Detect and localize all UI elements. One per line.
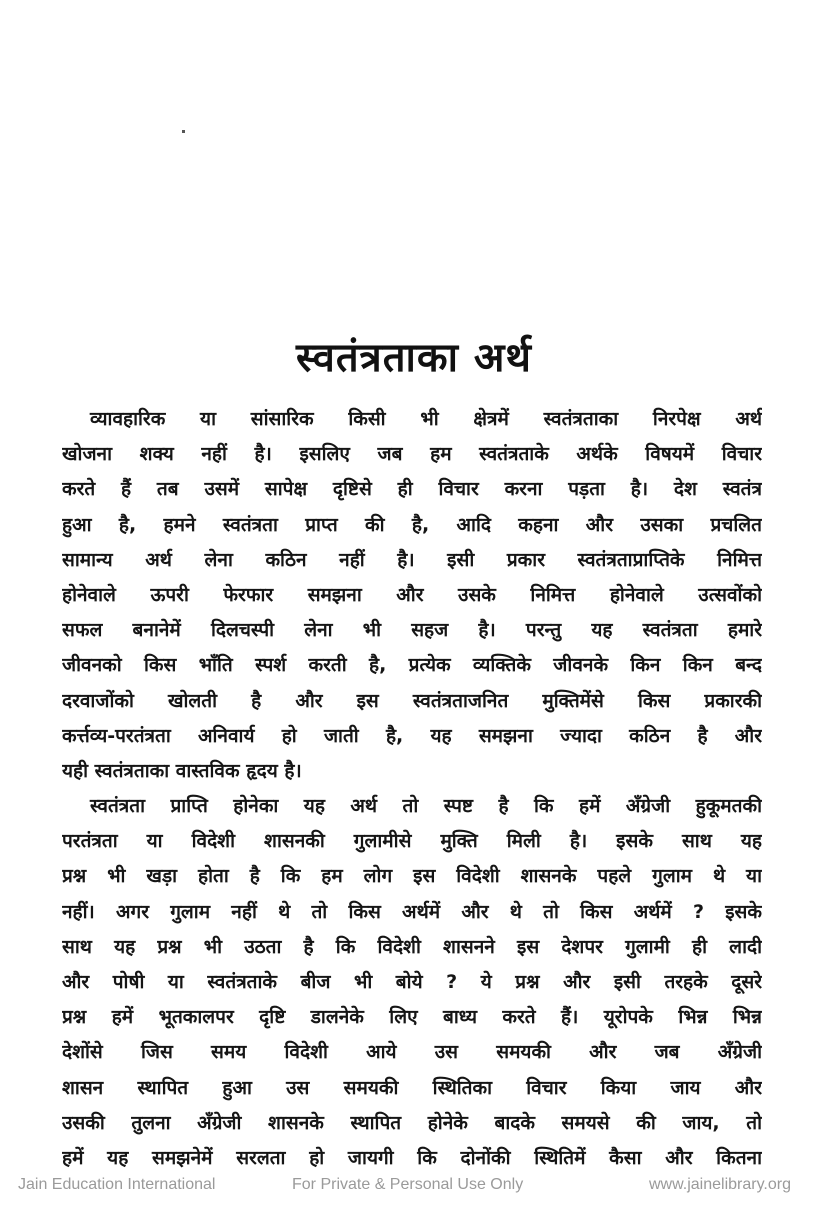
footer-publisher: Jain Education International [18, 1176, 216, 1193]
footer-website-link[interactable]: www.jainelibrary.org [649, 1176, 791, 1193]
text-line: देशोंसे जिस समय विदेशी आये उस समयकी और जब अँग्रेजी [62, 1041, 762, 1064]
text-line: साथ यह प्रश्न भी उठता है कि विदेशी शासनने इस देशपर गुलामी ही लादी [62, 935, 762, 958]
page-title: स्वतंत्रताका अर्थ [296, 335, 532, 381]
text-line: व्यावहारिक या सांसारिक किसी भी क्षेत्रमें स्वतंत्रताका निरपेक्ष अर्थ [90, 408, 762, 430]
text-line: सामान्य अर्थ लेना कठिन नहीं है। इसी प्रकार स्वतंत्रताप्राप्तिके निमित्त [62, 548, 762, 571]
text-line: कर्त्तव्य-परतंत्रता अनिवार्य हो जाती है, यह समझना ज्यादा कठिन है और [62, 724, 762, 747]
text-line: स्वतंत्रता प्राप्ति होनेका यह अर्थ तो स्पष्ट है कि हमें अँग्रेजी हुकूमतकी [90, 795, 762, 818]
scan-speck [182, 130, 185, 133]
text-line: जीवनको किस भाँति स्पर्श करती है, प्रत्येक व्यक्तिके जीवनके किन किन बन्द [62, 654, 762, 677]
text-line: प्रश्न भी खड़ा होता है कि हम लोग इस विदेशी शासनके पहले गुलाम थे या [62, 865, 762, 888]
text-line: और पोषी या स्वतंत्रताके बीज भी बोये ? ये प्रश्न और इसी तरहके दूसरे [62, 971, 762, 993]
page-body [62, 402, 762, 1176]
text-line: दरवाजोंको खोलती है और इस स्वतंत्रताजनित मुक्तिमेंसे किस प्रकारकी [62, 689, 762, 712]
text-line: प्रश्न हमें भूतकालपर दृष्टि डालनेके लिए बाध्य करते हैं। यूरोपके भिन्न भिन्न [62, 1006, 762, 1029]
text-line: उसकी तुलना अँग्रेजी शासनके स्थापित होनेके बादके समयसे की जाय, तो [62, 1111, 762, 1134]
text-line: यही स्वतंत्रताका वास्तविक हृदय है। [62, 759, 302, 782]
paragraph-2 [62, 789, 762, 1176]
text-line: हुआ है, हमने स्वतंत्रता प्राप्त की है, आदि कहना और उसका प्रचलित [62, 513, 762, 536]
paragraph-1 [62, 402, 762, 789]
text-line: परतंत्रता या विदेशी शासनकी गुलामीसे मुक्ति मिली है। इसके साथ यह [62, 830, 762, 853]
text-line: होनेवाले ऊपरी फेरफार समझना और उसके निमित्त होनेवाले उत्सवोंको [62, 583, 762, 606]
text-line: नहीं। अगर गुलाम नहीं थे तो किस अर्थमें और थे तो किस अर्थमें ? इसके [62, 900, 762, 923]
text-line: खोजना शक्य नहीं है। इसलिए जब हम स्वतंत्रताके अर्थके विषयमें विचार [62, 443, 762, 466]
text-line: हमें यह समझनेमें सरलता हो जायगी कि दोनोंकी स्थितिमें कैसा और कितना [62, 1146, 762, 1169]
text-line: करते हैं तब उसमें सापेक्ष दृष्टिसे ही विचार करना पड़ता है। देश स्वतंत्र [62, 478, 762, 501]
text-line: शासन स्थापित हुआ उस समयकी स्थितिका विचार किया जाय और [62, 1076, 762, 1099]
text-line: सफल बनानेमें दिलचस्पी लेना भी सहज है। परन्तु यह स्वतंत्रता हमारे [62, 619, 762, 642]
footer-usage-notice: For Private & Personal Use Only [292, 1176, 524, 1193]
